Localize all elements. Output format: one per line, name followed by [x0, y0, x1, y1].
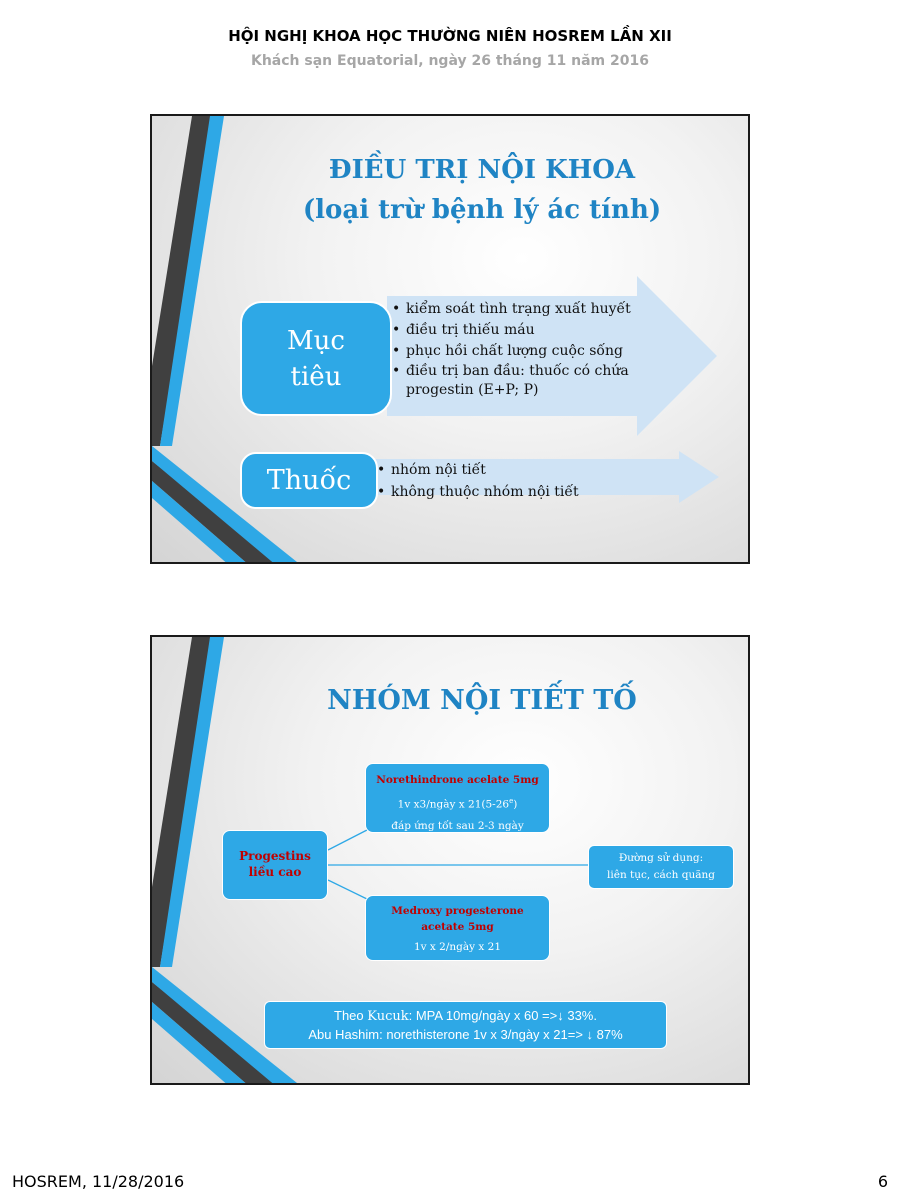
goal-item: • điều trị ban đầu: thuốc có chứa progestin (E+P; P)	[392, 362, 697, 400]
slide-1-title-line-2: (loại trừ bệnh lý ác tính)	[302, 195, 662, 225]
goal-item: • kiểm soát tình trạng xuất huyết	[392, 299, 697, 320]
dose-superscript: e	[509, 797, 514, 805]
medroxy-dose: 1v x 2/ngày x 21	[413, 941, 502, 953]
goal-item: • phục hồi chất lượng cuộc sống	[392, 341, 697, 362]
footer-date: HOSREM, 11/28/2016	[12, 1172, 185, 1191]
drug-list	[377, 459, 677, 503]
study-note-line-2: Abu Hashim: norethisterone 1v x 3/ngày x 21=> ↓ 87%	[308, 1027, 623, 1042]
dose-text: 1v x3/ngày x 21(5-26	[397, 798, 510, 811]
drug-item: • không thuộc nhóm nội tiết	[377, 481, 677, 503]
progestins-line-1: Progestins	[239, 849, 311, 863]
route-line-1: Đường sử dụng:	[618, 852, 704, 864]
drug-box: Thuốc	[240, 452, 378, 509]
slide-2	[150, 635, 750, 1085]
slide-1-title-line-1: ĐIỀU TRỊ NỘI KHOA	[328, 155, 636, 185]
dose-close: )	[513, 798, 518, 811]
note-rest: : MPA 10mg/ngày x 60 =>↓ 33%.	[408, 1008, 597, 1023]
progestins-line-2: liều cao	[248, 865, 302, 879]
medroxy-name-line-2: acetate 5mg	[421, 921, 494, 933]
norethindrone-dose	[366, 791, 549, 816]
slide-1-title	[242, 150, 722, 230]
goal-list	[392, 299, 697, 400]
page-number: 6	[877, 1172, 888, 1191]
norethindrone-name: Norethindrone acelate 5mg	[376, 774, 539, 786]
study-note-line-1	[265, 1007, 666, 1026]
goal-box-line-2: tiêu	[290, 361, 342, 392]
route-box	[588, 845, 734, 889]
norethindrone-response: đáp ứng tốt sau 2-3 ngày	[391, 819, 524, 832]
note-prefix: Theo	[334, 1008, 368, 1023]
goal-item: • điều trị thiếu máu	[392, 320, 697, 341]
progestins-box	[222, 830, 328, 900]
norethindrone-box	[365, 763, 550, 833]
goal-box	[240, 301, 392, 416]
medroxy-box	[365, 895, 550, 961]
conference-title: HỘI NGHỊ KHOA HỌC THƯỜNG NIÊN HOSREM LẦN XII	[228, 27, 672, 45]
conference-subtitle: Khách sạn Equatorial, ngày 26 tháng 11 năm 2016	[250, 53, 649, 69]
route-line-2: liên tục, cách quãng	[607, 869, 715, 881]
medroxy-name-line-1: Medroxy progesterone	[391, 905, 524, 917]
note-author: Kucuk	[367, 1009, 409, 1024]
study-note-box	[264, 1001, 667, 1049]
slide-1	[150, 114, 750, 564]
goal-box-line-1: Mục	[287, 325, 345, 356]
drug-item: • nhóm nội tiết	[377, 459, 677, 481]
slide-2-title: NHÓM NỘI TIẾT TỐ	[327, 685, 637, 716]
